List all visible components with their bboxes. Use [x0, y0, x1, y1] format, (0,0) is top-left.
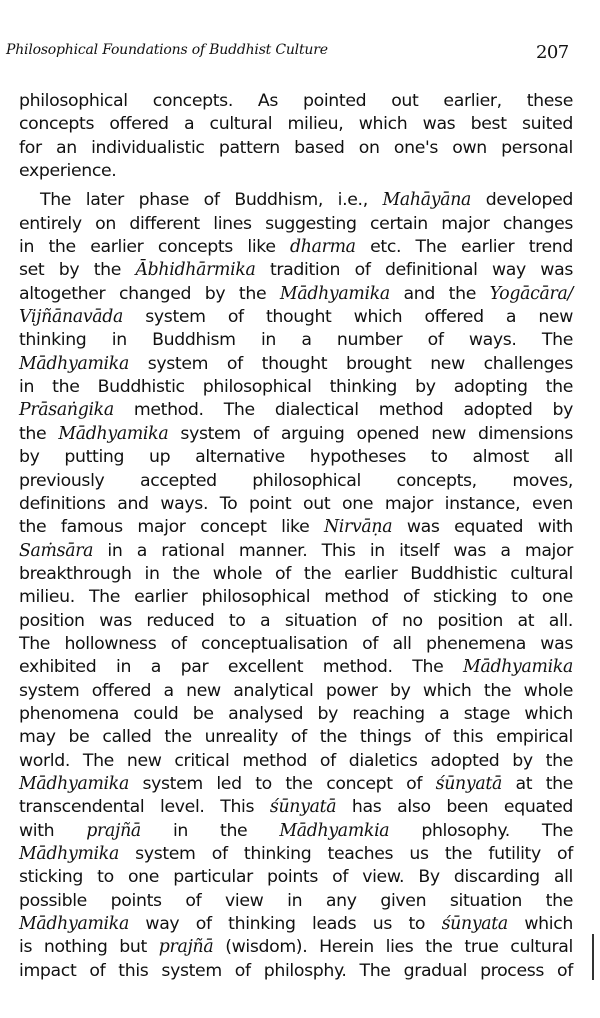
page-edge-mark: [592, 934, 594, 980]
text-line: Vijñānavāda system of thought which offered a new: [19, 307, 573, 328]
text-line: set by the Ābhidhārmika tradition of definitional way was: [19, 260, 573, 281]
text-line: previously accepted philosophical concepts, moves,: [19, 470, 573, 491]
text-line: altogether changed by the Mādhyamika and the Yogācāra/: [19, 283, 574, 304]
text-line: Prāsaṅgika method. The dialectical method adopted by: [19, 400, 573, 421]
text-line: definitions and ways. To point out one major instance, even: [19, 493, 573, 514]
text-line: entirely on different lines suggesting certain major changes: [19, 213, 573, 234]
text-line: Mādhyamika system of thought brought new challenges: [19, 353, 573, 374]
text-line: thinking in Buddhism in a number of ways. The: [19, 330, 573, 351]
text-line: system offered a new analytical power by which the whole: [19, 680, 573, 701]
text-line: may be called the unreality of the things of this empirical: [19, 727, 573, 748]
text-line: with prajñā in the Mādhyamkia phlosophy. The: [19, 820, 573, 841]
text-line: philosophical concepts. As pointed out earlier, these: [19, 91, 573, 111]
text-line: in the earlier concepts like dharma etc. The earlier trend: [19, 237, 573, 258]
paragraph-2: [19, 189, 573, 983]
text-line: experience.: [19, 161, 117, 182]
text-line: position was reduced to a situation of no position at all.: [19, 610, 573, 631]
text-line: concepts offered a cultural milieu, which was best suited: [19, 114, 573, 135]
text-line: by putting up alternative hypotheses to almost all: [19, 447, 573, 468]
running-title: Philosophical Foundations of Buddhist Culture: [6, 42, 328, 58]
text-line: impact of this system of philosphy. The gradual process of: [19, 960, 573, 981]
text-line: the famous major concept like Nirvāṇa was equated with: [19, 517, 573, 538]
text-line: Mādhyamika system led to the concept of śūnyatā at the: [19, 773, 574, 794]
text-line: phenomena could be analysed by reaching a stage which: [19, 703, 573, 724]
body-text: [19, 90, 573, 983]
text-line: milieu. The earlier philosophical method of sticking to one: [19, 587, 573, 608]
page-number: 207: [536, 42, 569, 63]
text-line: possible points of view in any given situation the: [19, 890, 573, 911]
text-line: sticking to one particular points of view. By discarding all: [19, 867, 573, 888]
text-line: transcendental level. This śūnyatā has also been equated: [19, 797, 573, 818]
paragraph-1: [19, 90, 573, 183]
text-line: is nothing but prajñā (wisdom). Herein lies the true cultural: [19, 937, 573, 958]
text-line: The hollowness of conceptualisation of all phenemena was: [19, 633, 573, 654]
running-head: [6, 42, 328, 58]
text-line: the Mādhyamika system of arguing opened new dimensions: [19, 423, 573, 444]
text-line: in the Buddhistic philosophical thinking by adopting the: [19, 377, 573, 398]
text-line: Mādhyamika way of thinking leads us to śūnyata which: [19, 914, 573, 935]
text-line: The later phase of Buddhism, i.e., Mahāyāna developed: [40, 190, 573, 211]
text-line: breakthrough in the whole of the earlier Buddhistic cultural: [19, 563, 573, 584]
text-line: Mādhymika system of thinking teaches us the futility of: [19, 844, 573, 864]
text-line: for an individualistic pattern based on one's own personal: [19, 137, 573, 158]
text-line: world. The new critical method of dialetics adopted by the: [19, 750, 573, 771]
text-line: exhibited in a par excellent method. The Mādhyamika: [19, 657, 573, 678]
text-line: Saṁsāra in a rational manner. This in itself was a major: [19, 540, 573, 561]
